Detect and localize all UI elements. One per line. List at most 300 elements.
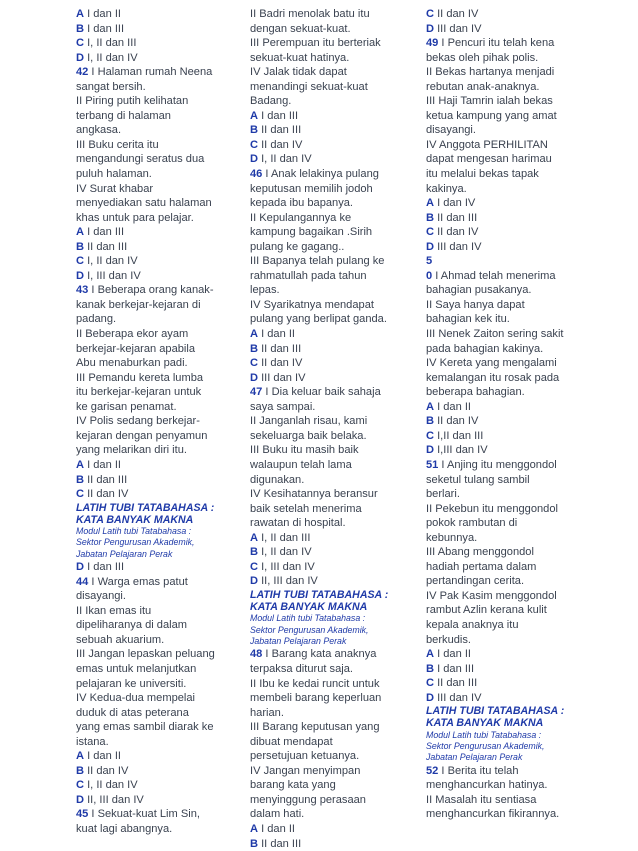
- text-line: [250, 487, 412, 502]
- option-text: II dan IV: [434, 415, 479, 428]
- option-text: II dan III: [84, 240, 128, 253]
- line-text: emas untuk melanjutkan: [76, 662, 197, 675]
- line-text: pokok rambutan di: [426, 517, 518, 530]
- line-text: pada bahagian kakinya.: [426, 342, 544, 355]
- option-letter: C: [76, 779, 85, 792]
- question-number: 51: [426, 458, 439, 471]
- answer-option: [76, 560, 238, 575]
- option-text: I,III dan IV: [434, 444, 488, 457]
- text-line: [426, 589, 592, 604]
- text-line: [426, 138, 592, 153]
- option-text: II dan III: [258, 124, 302, 137]
- answer-option: [76, 225, 238, 240]
- text-line: [250, 254, 412, 269]
- option-letter: A: [250, 328, 259, 341]
- text-line: [250, 80, 412, 95]
- line-text: dalam hati.: [250, 808, 305, 821]
- text-line: [426, 327, 592, 342]
- question-number: 48: [250, 648, 263, 661]
- line-text: III Perempuan itu berteriak: [250, 37, 381, 50]
- text-line: [76, 167, 238, 182]
- text-column-1: [76, 7, 238, 837]
- line-text: saya sampai.: [250, 400, 316, 413]
- answer-option: [250, 152, 412, 167]
- text-line: [250, 196, 412, 211]
- text-line: [426, 502, 592, 517]
- line-text: I Warga emas patut: [88, 575, 188, 588]
- line-text: I Halaman rumah Neena: [88, 66, 213, 79]
- option-text: III dan IV: [434, 22, 482, 35]
- option-text: II dan III: [84, 473, 128, 486]
- option-text: III dan IV: [258, 371, 306, 384]
- option-letter: C: [76, 37, 85, 50]
- answer-option: [76, 764, 238, 779]
- line-text: kampung bagaikan .Sirih: [250, 226, 373, 239]
- answer-option: [250, 545, 412, 560]
- line-text: I Beberapa orang kanak-: [88, 284, 214, 297]
- answer-option: [426, 443, 592, 458]
- option-letter: B: [76, 473, 85, 486]
- answer-option: [76, 793, 238, 808]
- option-text: III dan IV: [434, 691, 482, 704]
- option-text: II dan III: [434, 211, 478, 224]
- line-text: padang.: [76, 313, 117, 326]
- text-line: [426, 182, 592, 197]
- line-text: IV Anggota PERHILITAN: [426, 138, 548, 151]
- line-text: menghancurkan fikirannya.: [426, 808, 560, 821]
- section-heading: LATIH TUBI TATABAHASA :: [426, 705, 565, 718]
- option-text: II dan IV: [258, 138, 303, 151]
- text-line: [76, 691, 238, 706]
- line-text: II Ikan emas itu: [76, 604, 152, 617]
- answer-option: [250, 123, 412, 138]
- text-line: [76, 735, 238, 750]
- text-line: [76, 677, 238, 692]
- option-letter: A: [250, 531, 259, 544]
- text-line: [250, 662, 412, 677]
- text-line: [250, 793, 412, 808]
- option-letter: D: [250, 575, 259, 588]
- line-text: rawatan di hospital.: [250, 517, 346, 530]
- line-text: dibuat mendapat: [250, 735, 333, 748]
- line-text: pulang yang berlipat ganda.: [250, 313, 387, 326]
- option-letter: B: [250, 837, 259, 850]
- line-text: khas untuk para pelajar.: [76, 211, 194, 224]
- question-line: [250, 385, 412, 400]
- option-letter: C: [250, 138, 259, 151]
- option-letter: A: [76, 8, 85, 20]
- line-text: duduk di atas peterana: [76, 706, 189, 719]
- option-letter: C: [426, 429, 435, 442]
- line-text: pulang ke gagang..: [250, 240, 345, 253]
- line-text: seketul tulang sambil: [426, 473, 530, 486]
- answer-option: [250, 560, 412, 575]
- option-letter: B: [250, 124, 259, 137]
- line-text: berkudis.: [426, 633, 472, 646]
- text-line: [426, 531, 592, 546]
- line-text: sekeluarga baik belaka.: [250, 429, 367, 442]
- question-number: 43: [76, 284, 89, 297]
- line-text: hadiah pertama dalam: [426, 560, 537, 573]
- line-text: I Anak lelakinya pulang: [262, 168, 379, 181]
- text-line: [76, 589, 238, 604]
- answer-option: [250, 109, 412, 124]
- line-text: bahagian pusakanya.: [426, 284, 532, 297]
- question-number: 0: [426, 269, 433, 282]
- text-line: [250, 735, 412, 750]
- answer-option: [250, 574, 412, 589]
- text-line: [250, 429, 412, 444]
- line-text: bekas oleh pihak polis.: [426, 51, 539, 64]
- option-text: II dan IV: [434, 8, 479, 20]
- option-letter: A: [250, 822, 259, 835]
- question-line: [426, 254, 592, 269]
- option-text: II dan III: [258, 342, 302, 355]
- text-line: [426, 51, 592, 66]
- text-line: [76, 647, 238, 662]
- text-line: [426, 356, 592, 371]
- line-text: II Saya hanya dapat: [426, 298, 525, 311]
- text-line: [426, 80, 592, 95]
- option-letter: A: [76, 750, 85, 763]
- text-line: [76, 94, 238, 109]
- option-text: I, III dan IV: [258, 560, 315, 573]
- text-line: [250, 182, 412, 197]
- line-text: dipeliharanya di dalam: [76, 619, 188, 632]
- line-text: keputusan memilih jodoh: [250, 182, 373, 195]
- option-text: III dan IV: [434, 240, 482, 253]
- question-line: [76, 575, 238, 590]
- answer-option: [426, 647, 592, 662]
- line-text: sebuah akuarium.: [76, 633, 165, 646]
- option-text: I dan III: [84, 226, 125, 239]
- answer-option: [426, 429, 592, 444]
- line-text: digunakan.: [250, 473, 305, 486]
- text-line: [76, 327, 238, 342]
- text-line: [426, 65, 592, 80]
- line-text: ketua kampung yang amat: [426, 109, 557, 122]
- answer-option: [76, 487, 238, 502]
- option-letter: D: [250, 371, 259, 384]
- line-text: II Janganlah risau, kami: [250, 415, 368, 428]
- line-text: II Ibu ke kedai runcit untuk: [250, 677, 380, 690]
- text-line: [250, 706, 412, 721]
- option-text: I, II dan IV: [84, 51, 138, 64]
- line-text: rebutan anak-anaknya.: [426, 80, 540, 93]
- option-text: II dan III: [434, 677, 478, 690]
- option-text: I dan II: [258, 822, 296, 835]
- line-text: I Anjing itu menggondol: [438, 458, 557, 471]
- line-text: III Nenek Zaiton sering sakit: [426, 328, 564, 341]
- answer-option: [250, 837, 412, 851]
- text-line: [426, 283, 592, 298]
- text-line: [426, 603, 592, 618]
- question-number: 44: [76, 575, 89, 588]
- question-line: [426, 269, 592, 284]
- question-number: 47: [250, 386, 263, 399]
- option-letter: C: [76, 488, 85, 501]
- section-source-note: Sektor Pengurusan Akademik,: [250, 624, 369, 635]
- question-number: 52: [426, 764, 439, 777]
- question-number: 49: [426, 37, 439, 50]
- text-line: [76, 342, 238, 357]
- option-letter: D: [250, 153, 259, 166]
- answer-option: [250, 531, 412, 546]
- line-text: IV Kereta yang mengalami: [426, 357, 557, 370]
- line-text: kejaran dengan penyamun: [76, 429, 208, 442]
- answer-option: [426, 196, 592, 211]
- line-text: yang emas sambil diarak ke: [76, 721, 214, 734]
- answer-option: [426, 7, 592, 22]
- line-text: kemalangan itu rosak pada: [426, 371, 560, 384]
- option-letter: B: [250, 546, 259, 559]
- section-heading: LATIH TUBI TATABAHASA :: [76, 501, 215, 514]
- line-text: III Buku cerita itu: [76, 138, 159, 151]
- option-text: II dan III: [258, 837, 302, 850]
- text-line: [76, 662, 238, 677]
- option-letter: D: [426, 240, 435, 253]
- text-line: [426, 385, 592, 400]
- line-text: berkejar-kejaran apabila: [76, 342, 196, 355]
- option-text: I dan III: [84, 561, 125, 574]
- line-text: I Sekuat-kuat Lim Sin,: [88, 808, 200, 821]
- option-letter: B: [426, 415, 435, 428]
- text-line: [250, 65, 412, 80]
- text-line: [250, 225, 412, 240]
- option-letter: B: [426, 662, 435, 675]
- text-line: [426, 473, 592, 488]
- text-line: [426, 574, 592, 589]
- line-text: menyinggung perasaan: [250, 793, 366, 806]
- line-text: dapat mengesan harimau: [426, 153, 552, 166]
- option-text: I dan IV: [434, 197, 476, 210]
- option-letter: B: [76, 240, 85, 253]
- line-text: II Piring putih kelihatan: [76, 95, 189, 108]
- text-line: [250, 298, 412, 313]
- text-line: [76, 400, 238, 415]
- section-source-note: Sektor Pengurusan Akademik,: [426, 741, 545, 752]
- option-letter: C: [426, 226, 435, 239]
- text-line: [76, 618, 238, 633]
- answer-option: [76, 7, 238, 22]
- line-text: membeli barang keperluan: [250, 692, 382, 705]
- text-line: [76, 138, 238, 153]
- option-letter: A: [426, 400, 435, 413]
- text-line: [250, 36, 412, 51]
- text-line: [250, 94, 412, 109]
- question-line: [426, 764, 592, 779]
- line-text: mengandungi seratus dua: [76, 153, 205, 166]
- option-letter: D: [426, 691, 435, 704]
- text-line: [76, 429, 238, 444]
- line-text: I Dia keluar baik sahaja: [262, 386, 381, 399]
- question-number: 46: [250, 168, 263, 181]
- text-line: [426, 371, 592, 386]
- option-text: I, II dan III: [84, 37, 137, 50]
- section-source-note: Modul Latih tubi Tatabahasa :: [76, 525, 192, 536]
- question-number: 5: [426, 255, 433, 268]
- line-text: pelajaran ke universiti.: [76, 677, 187, 690]
- question-line: [76, 65, 238, 80]
- line-text: III Haji Tamrin ialah bekas: [426, 95, 553, 108]
- text-line: [76, 822, 238, 837]
- text-line: [426, 778, 592, 793]
- answer-option: [76, 240, 238, 255]
- text-line: [250, 269, 412, 284]
- line-text: kuat lagi abangnya.: [76, 822, 173, 835]
- section-source-note: Sektor Pengurusan Akademik,: [76, 537, 195, 548]
- line-text: III Bapanya telah pulang ke: [250, 255, 385, 268]
- section-heading: KATA BANYAK MAKNA: [250, 601, 368, 614]
- text-line: [76, 414, 238, 429]
- option-letter: A: [76, 458, 85, 471]
- answer-option: [76, 473, 238, 488]
- answer-option: [76, 36, 238, 51]
- line-text: menyediakan satu halaman: [76, 197, 212, 210]
- line-text: dengan sekuat-kuat.: [250, 22, 351, 35]
- text-line: [426, 633, 592, 648]
- answer-option: [426, 225, 592, 240]
- option-text: I dan III: [84, 22, 125, 35]
- text-column-3: [426, 7, 592, 822]
- option-text: I dan II: [84, 750, 122, 763]
- option-letter: D: [426, 22, 435, 35]
- text-line: [250, 7, 412, 22]
- option-text: I dan II: [84, 458, 122, 471]
- text-line: [76, 196, 238, 211]
- line-text: kakinya.: [426, 182, 467, 195]
- line-text: III Barang keputusan yang: [250, 721, 380, 734]
- option-text: II dan IV: [434, 226, 479, 239]
- line-text: II Masalah itu sentiasa: [426, 793, 537, 806]
- answer-option: [76, 269, 238, 284]
- line-text: persetujuan ketuanya.: [250, 750, 360, 763]
- option-text: I, II dan IV: [258, 546, 312, 559]
- line-text: walaupun telah lama: [250, 458, 352, 471]
- line-text: barang kata yang: [250, 779, 336, 792]
- line-text: kebunnya.: [426, 531, 478, 544]
- line-text: kepada ibu bapanya.: [250, 197, 354, 210]
- line-text: III Buku itu masih baik: [250, 444, 359, 457]
- text-line: [76, 720, 238, 735]
- option-letter: D: [76, 51, 85, 64]
- section-heading: KATA BANYAK MAKNA: [76, 513, 194, 526]
- text-line: [426, 487, 592, 502]
- text-line: [250, 443, 412, 458]
- line-text: IV Jangan menyimpan: [250, 764, 361, 777]
- option-letter: C: [426, 677, 435, 690]
- text-line: [426, 123, 592, 138]
- option-text: I dan II: [434, 400, 472, 413]
- line-text: pertandingan cerita.: [426, 575, 525, 588]
- section-source-note: Modul Latih tubi Tatabahasa :: [250, 613, 366, 624]
- option-text: I, II dan III: [258, 531, 311, 544]
- option-text: I, III dan IV: [84, 269, 141, 282]
- line-text: IV Pak Kasim menggondol: [426, 589, 557, 602]
- line-text: beberapa bahagian.: [426, 386, 525, 399]
- option-text: I, II dan IV: [84, 779, 138, 792]
- text-line: [76, 356, 238, 371]
- text-line: [250, 677, 412, 692]
- text-line: [250, 312, 412, 327]
- answer-option: [250, 138, 412, 153]
- answer-option: [250, 342, 412, 357]
- line-text: Badang.: [250, 95, 292, 108]
- answer-option: [426, 22, 592, 37]
- text-line: [76, 633, 238, 648]
- answer-option: [76, 254, 238, 269]
- text-line: [250, 240, 412, 255]
- line-text: II Bekas hartanya menjadi: [426, 66, 555, 79]
- option-text: I dan II: [84, 8, 122, 20]
- text-line: [426, 807, 592, 822]
- line-text: lepas.: [250, 284, 280, 297]
- line-text: angkasa.: [76, 124, 122, 137]
- text-line: [250, 749, 412, 764]
- question-line: [426, 458, 592, 473]
- text-line: [426, 94, 592, 109]
- option-text: I dan II: [258, 328, 296, 341]
- option-text: II dan IV: [84, 764, 129, 777]
- answer-option: [76, 458, 238, 473]
- answer-option: [76, 51, 238, 66]
- line-text: IV Syarikatnya mendapat: [250, 298, 374, 311]
- option-letter: D: [76, 793, 85, 806]
- answer-option: [76, 749, 238, 764]
- line-text: rahmatullah pada tahun: [250, 269, 367, 282]
- line-text: disayangi.: [76, 590, 126, 603]
- question-number: 42: [76, 66, 89, 79]
- question-line: [250, 167, 412, 182]
- text-line: [250, 691, 412, 706]
- option-text: I, II dan IV: [84, 255, 138, 268]
- text-line: [76, 182, 238, 197]
- question-line: [76, 807, 238, 822]
- option-letter: C: [250, 560, 259, 573]
- option-letter: D: [426, 444, 435, 457]
- line-text: Abu menaburkan padi.: [76, 357, 188, 370]
- option-letter: B: [250, 342, 259, 355]
- text-line: [76, 152, 238, 167]
- line-text: II Kepulangannya ke: [250, 211, 352, 224]
- option-letter: B: [76, 764, 85, 777]
- text-line: [76, 211, 238, 226]
- answer-option: [426, 414, 592, 429]
- answer-option: [250, 822, 412, 837]
- text-line: [76, 371, 238, 386]
- answer-option: [250, 356, 412, 371]
- section-source-note: Jabatan Pelajaran Perak: [76, 548, 173, 559]
- text-line: [250, 516, 412, 531]
- line-text: III Abang menggondol: [426, 546, 534, 559]
- section-source-note: Jabatan Pelajaran Perak: [426, 752, 523, 763]
- option-text: II, III dan IV: [258, 575, 318, 588]
- line-text: kanak berkejar-kejaran di: [76, 298, 201, 311]
- text-line: [76, 298, 238, 313]
- text-line: [250, 211, 412, 226]
- line-text: III Pemandu kereta lumba: [76, 371, 204, 384]
- option-letter: A: [250, 109, 259, 122]
- line-text: IV Kesihatannya beransur: [250, 488, 378, 501]
- option-text: II, III dan IV: [84, 793, 144, 806]
- text-line: [426, 342, 592, 357]
- line-text: I Pencuri itu telah kena: [438, 37, 555, 50]
- section-source-note: Jabatan Pelajaran Perak: [250, 636, 347, 647]
- line-text: puluh halaman.: [76, 168, 152, 181]
- text-line: [250, 414, 412, 429]
- text-line: [426, 560, 592, 575]
- option-text: I dan III: [434, 662, 475, 675]
